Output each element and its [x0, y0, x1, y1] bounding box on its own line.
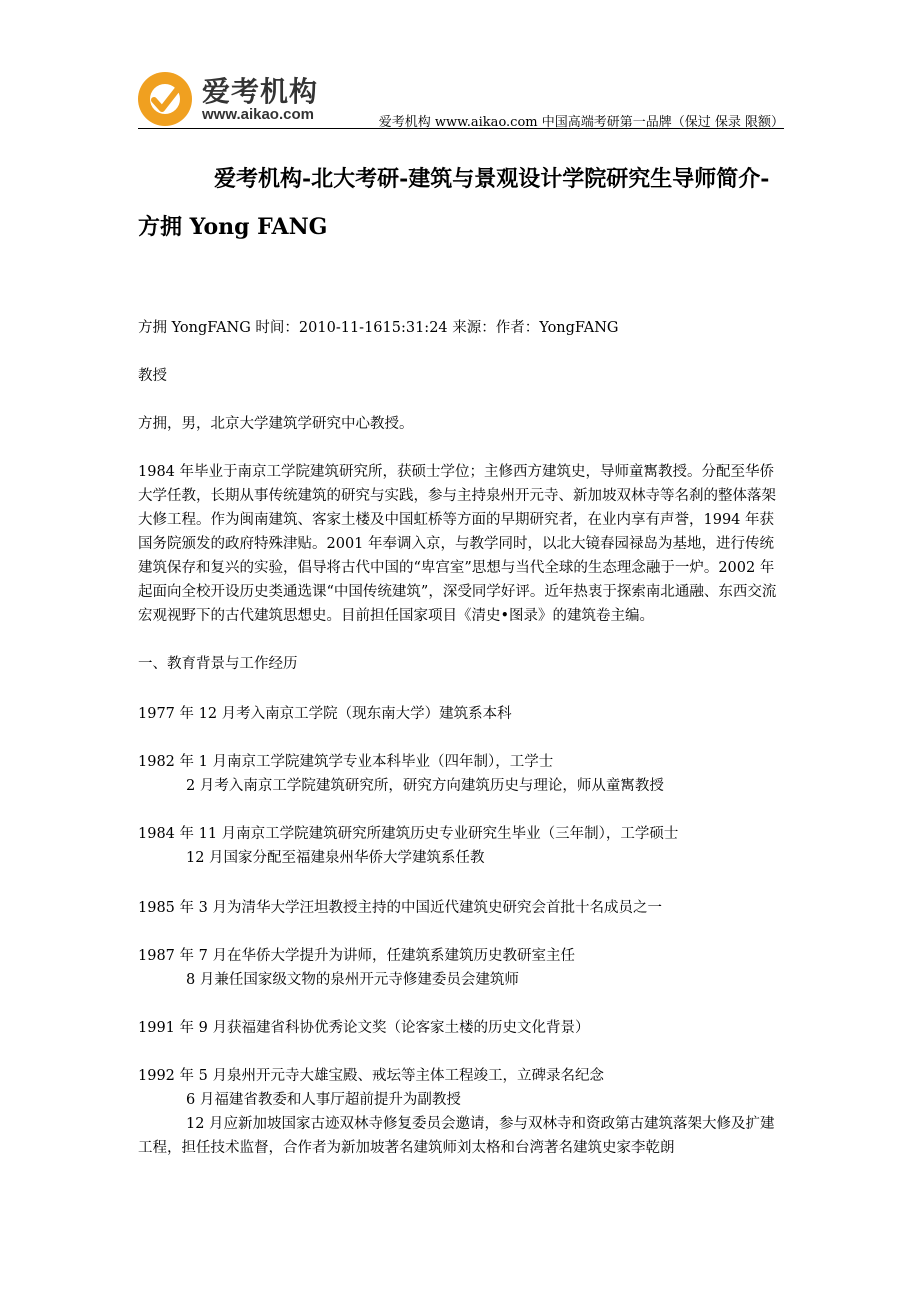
page-header [138, 70, 784, 130]
header-tagline: 爱考机构 www.aikao.com 中国高端考研第一品牌（保过 保录 限额） [378, 115, 784, 130]
position-label: 教授 [138, 368, 167, 384]
header-divider [138, 128, 784, 129]
timeline-entry: 12 月国家分配至福建泉州华侨大学建筑系任教 [186, 850, 485, 866]
timeline-entry: 1987 年 7 月在华侨大学提升为讲师，任建筑系建筑历史教研室主任 [138, 948, 575, 964]
article-meta: 方拥 YongFANG 时间：2010-11-1615:31:24 来源：作者：YongFANG [138, 320, 619, 336]
timeline-entry: 1992 年 5 月泉州开元寺大雄宝殿、戒坛等主体工程竣工，立碑录名纪念 [138, 1068, 604, 1084]
intro-paragraph: 方拥，男，北京大学建筑学研究中心教授。 [138, 416, 414, 432]
logo-title: 爱考机构 [202, 75, 319, 108]
timeline-entry: 2 月考入南京工学院建筑研究所，研究方向建筑历史与理论，师从童寯教授 [186, 778, 664, 794]
timeline-entry: 6 月福建省教委和人事厅超前提升为副教授 [186, 1092, 461, 1108]
timeline-entry: 8 月兼任国家级文物的泉州开元寺修建委员会建筑师 [186, 972, 519, 988]
timeline-entry: 1977 年 12 月考入南京工学院（现东南大学）建筑系本科 [138, 706, 512, 722]
timeline-entry: 1991 年 9 月获福建省科协优秀论文奖（论客家土楼的历史文化背景） [138, 1020, 590, 1036]
timeline-entry: 1982 年 1 月南京工学院建筑学专业本科毕业（四年制），工学士 [138, 754, 554, 770]
section-heading: 一、教育背景与工作经历 [138, 656, 298, 672]
logo-url: www.aikao.com [202, 106, 314, 123]
timeline-entry: 1985 年 3 月为清华大学汪坦教授主持的中国近代建筑史研究会首批十名成员之一 [138, 900, 662, 916]
timeline-entry: 1984 年 11 月南京工学院建筑研究所建筑历史专业研究生毕业（三年制），工学硕士 [138, 826, 679, 842]
timeline-entry: 12 月应新加坡国家古迹双林寺修复委员会邀请，参与双林寺和资政第古建筑落架大修及扩建工程，担任技术监督，合作者为新加坡著名建筑师刘太格和台湾著名建筑史家李乾朗 [138, 1116, 775, 1156]
logo-checkmark-icon [138, 72, 192, 126]
page-title: 爱考机构-北大考研-建筑与景观设计学院研究生导师简介-方拥 Yong FANG [138, 166, 770, 240]
bio-paragraph: 1984 年毕业于南京工学院建筑研究所，获硕士学位；主修西方建筑史，导师童寯教授。分配至华侨大学任教，长期从事传统建筑的研究与实践，参与主持泉州开元寺、新加坡双林寺等名刹的整体落架大修工程。作为闽南建筑、客家土楼及中国虹桥等方面的早期研究者，在业内享有声誉，1994 年获国务院颁发的政府特殊津贴。2001 年奉调入京，与教学同时，以北大镜春园禄岛为基地，进行传统建筑保存和复兴的实验，倡导将古代中国的“卑宫室”思想与当代全球的生态理念融于一炉。2002 年起面向全校开设历史类通选课“中国传统建筑”，深受同学好评。近年热衷于探索南北通融、东西交流宏观视野下的古代建筑思想史。目前担任国家项目《清史•图录》的建筑卷主编。 [138, 464, 777, 624]
